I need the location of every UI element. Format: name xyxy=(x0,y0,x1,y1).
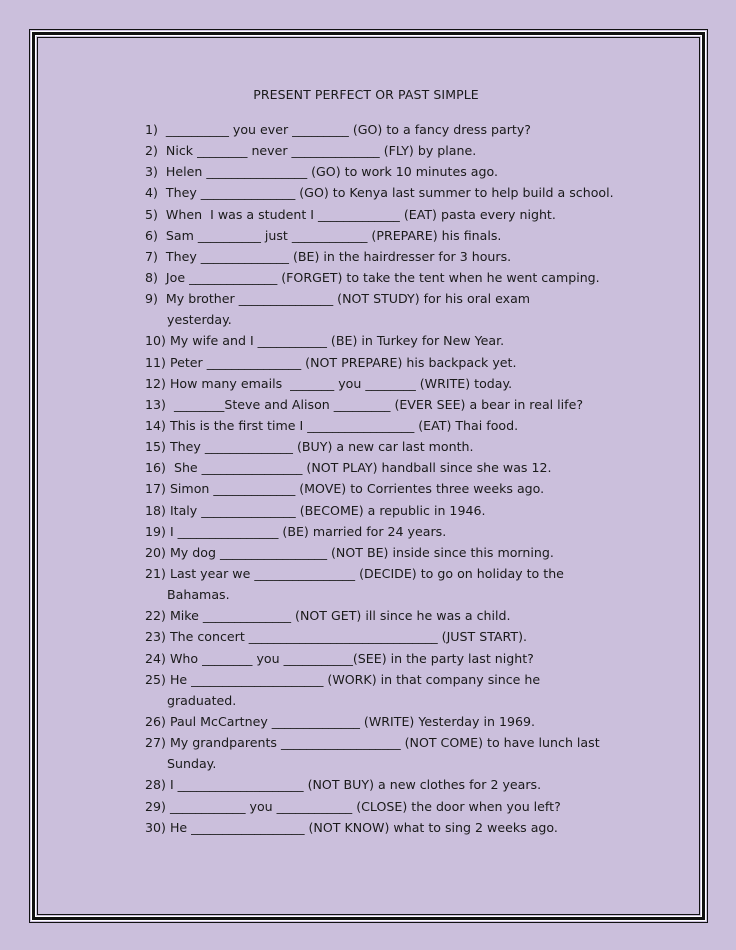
exercise-item: 11) Peter _______________ (NOT PREPARE) his backpack yet. xyxy=(145,354,517,370)
exercise-item-continuation: Sunday. xyxy=(167,756,217,772)
exercise-item: 28) I ____________________ (NOT BUY) a new clothes for 2 years. xyxy=(145,777,542,793)
exercise-item: 19) I ________________ (BE) married for 24 years. xyxy=(145,523,447,539)
exercise-item: 18) Italy _______________ (BECOME) a republic in 1946. xyxy=(145,502,486,518)
exercise-item-continuation: yesterday. xyxy=(167,312,232,328)
exercise-item: 4) They _______________ (GO) to Kenya last summer to help build a school. xyxy=(145,185,614,201)
exercise-item: 26) Paul McCartney ______________ (WRITE) Yesterday in 1969. xyxy=(145,713,536,729)
exercise-item: 8) Joe ______________ (FORGET) to take the tent when he went camping. xyxy=(145,269,600,285)
exercise-item: 13) ________Steve and Alison _________ (EVER SEE) a bear in real life? xyxy=(145,396,584,412)
exercise-item: 15) They ______________ (BUY) a new car last month. xyxy=(145,439,474,455)
exercise-item: 12) How many emails _______ you ________ (WRITE) today. xyxy=(145,375,513,391)
worksheet-title-text: PRESENT PERFECT OR PAST SIMPLE xyxy=(253,87,479,102)
exercise-item: 2) Nick ________ never ______________ (FLY) by plane. xyxy=(145,143,477,159)
exercise-item: 10) My wife and I ___________ (BE) in Turkey for New Year. xyxy=(145,333,505,349)
exercise-item: 21) Last year we ________________ (DECIDE) to go on holiday to the xyxy=(145,565,564,581)
exercise-item: 16) She ________________ (NOT PLAY) handball since she was 12. xyxy=(145,460,552,476)
exercise-item: 22) Mike ______________ (NOT GET) ill since he was a child. xyxy=(145,608,511,624)
exercise-item: 1) __________ you ever _________ (GO) to a fancy dress party? xyxy=(145,122,531,137)
exercise-item: 17) Simon _____________ (MOVE) to Corrientes three weeks ago. xyxy=(145,481,545,497)
exercise-item: 24) Who ________ you ___________(SEE) in the party last night? xyxy=(145,650,534,666)
exercise-item-continuation: Bahamas. xyxy=(167,587,230,603)
exercise-item: 20) My dog _________________ (NOT BE) inside since this morning. xyxy=(145,544,554,560)
exercise-item: 9) My brother _______________ (NOT STUDY) for his oral exam xyxy=(145,291,531,307)
exercise-item: 7) They ______________ (BE) in the hairdresser for 3 hours. xyxy=(145,248,512,264)
exercise-item: 29) ____________ you ____________ (CLOSE) the door when you left? xyxy=(145,798,561,814)
exercise-item: 5) When I was a student I _____________ (EAT) pasta every night. xyxy=(145,206,556,222)
exercise-item: 3) Helen ________________ (GO) to work 10 minutes ago. xyxy=(145,164,498,180)
exercise-item: 6) Sam __________ just ____________ (PREPARE) his finals. xyxy=(145,227,502,243)
exercise-item: 25) He _____________________ (WORK) in that company since he xyxy=(145,671,541,687)
exercise-item: 27) My grandparents ___________________ (NOT COME) to have lunch last xyxy=(145,735,600,751)
exercise-list xyxy=(145,119,614,838)
exercise-item: 23) The concert ______________________________ (JUST START). xyxy=(145,629,527,645)
worksheet-title xyxy=(0,87,736,102)
exercise-item: 14) This is the first time I _________________ (EAT) Thai food. xyxy=(145,417,519,433)
exercise-item: 30) He __________________ (NOT KNOW) what to sing 2 weeks ago. xyxy=(145,819,558,835)
exercise-item-continuation: graduated. xyxy=(167,692,237,708)
